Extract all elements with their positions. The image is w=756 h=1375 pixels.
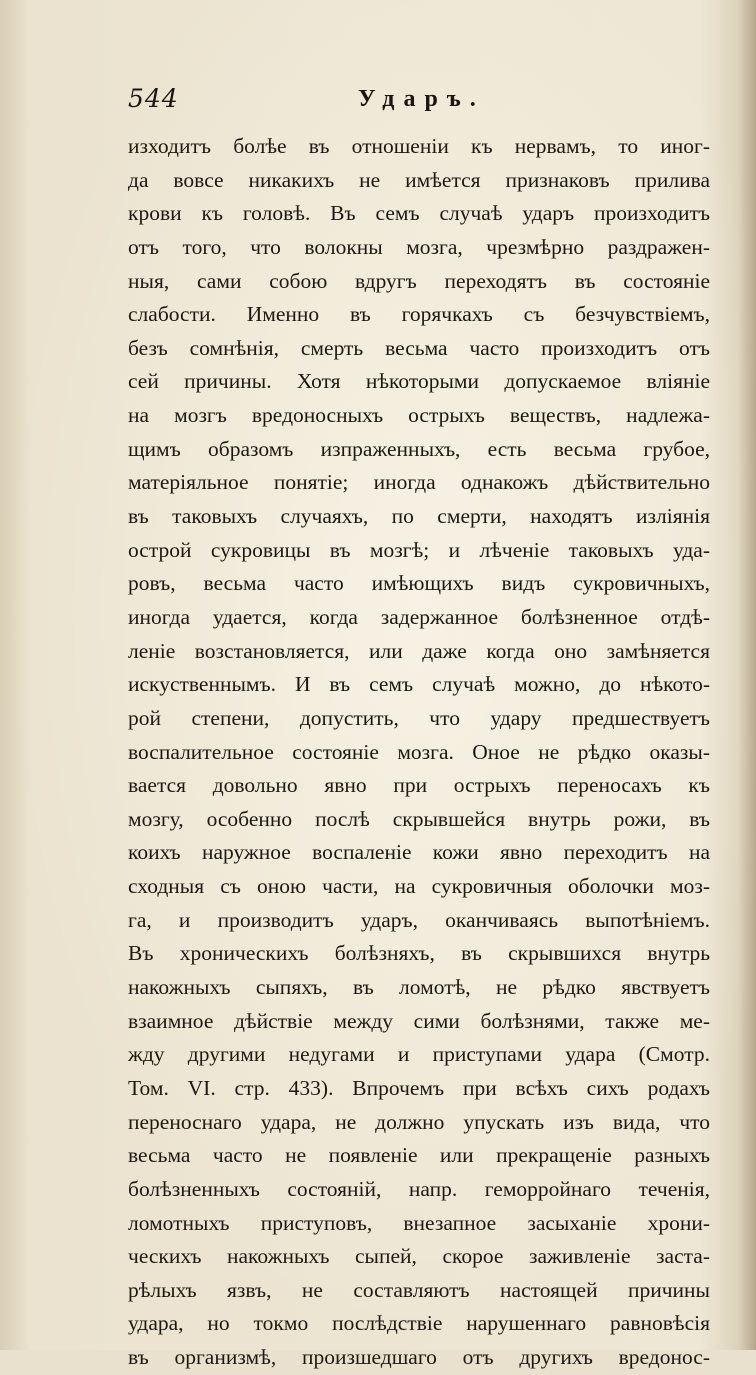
- text-line: въ организмѣ, произшедшаго отъ другихъ вредонос-: [128, 1345, 710, 1370]
- text-line: га, и производитъ ударъ, оканчиваясь выпотѣнiемъ.: [128, 907, 710, 932]
- text-line: Том. VI. стр. 433). Впрочемъ при всѣхъ сихъ родахъ: [128, 1075, 710, 1100]
- text-line: накожныхъ сыпяхъ, въ ломотѣ, не рѣдко явствуетъ: [128, 975, 710, 1000]
- text-line: матерiяльное понятiе; иногда однакожъ дѣйствительно: [128, 470, 710, 495]
- text-line: удара, но токмо послѣдствiе нарушеннаго равновѣсiя: [128, 1311, 710, 1336]
- text-line: весьма часто не появленiе или прекращенiе разныхъ: [128, 1143, 710, 1168]
- running-head: Ударъ.: [358, 86, 485, 112]
- text-line: взаимное дѣйствiе между сими болѣзнями, также ме-: [128, 1008, 710, 1033]
- text-line: въ таковыхъ случаяхъ, по смерти, находятъ излiянiя: [128, 504, 710, 529]
- text-line: изходитъ болѣе въ отношенiи къ нервамъ, то иног-: [128, 134, 710, 158]
- text-line: болѣзненныхъ состоянiй, напр. геморройнаго теченiя,: [128, 1176, 710, 1201]
- text-line: ческихъ накожныхъ сыпей, скорое заживленiе заста-: [128, 1244, 710, 1269]
- text-line: ленiе возстановляется, или даже когда оно замѣняется: [128, 638, 710, 663]
- text-line: щимъ образомъ изпраженныхъ, есть весьма грубое,: [128, 436, 710, 461]
- text-line: ломотныхъ приступовъ, внезапное засыханiе хрони-: [128, 1210, 710, 1235]
- text-line: иногда удается, когда задержанное болѣзненное отдѣ-: [128, 604, 710, 629]
- text-line: рѣлыхъ язвъ, не составляютъ настоящей причины: [128, 1277, 710, 1302]
- text-line: сей причины. Хотя нѣкоторыми допускаемое влiянiе: [128, 369, 710, 394]
- body-text: [128, 130, 710, 1375]
- text-line: жду другими недугами и приступами удара (Смотр.: [128, 1042, 710, 1067]
- text-line: мозгу, особенно послѣ скрывшейся внутрь рожи, въ: [128, 806, 710, 831]
- text-line: ныя, сами собою вдругъ переходятъ въ состоянiе: [128, 268, 710, 293]
- page-edge-shadow: [738, 0, 756, 1350]
- page-number: 544: [128, 84, 179, 113]
- text-line: слабости. Именно въ горячкахъ съ безчувствiемъ,: [128, 302, 710, 327]
- text-line: безъ сомнѣнiя, смерть весьма часто произходитъ отъ: [128, 335, 710, 360]
- text-line: воспалительное состоянiе мозга. Оное не рѣдко оказы-: [128, 739, 710, 764]
- text-line: на мозгъ вредоносныхъ острыхъ веществъ, надлежа-: [128, 403, 710, 428]
- text-line: рой степени, допустить, что удару предшествуетъ: [128, 705, 710, 730]
- text-line: Въ хроническихъ болѣзняхъ, въ скрывшихся внутрь: [128, 941, 710, 966]
- text-line: да вовсе никакихъ не имѣется признаковъ прилива: [128, 167, 710, 192]
- page-header: [128, 84, 710, 124]
- text-line: сходныя съ оною части, на сукровичныя оболочки моз-: [128, 874, 710, 899]
- text-line: искуственнымъ. И въ семъ случаѣ можно, до нѣкото-: [128, 672, 710, 697]
- text-line: ровъ, весьма часто имѣющихъ видъ сукровичныхъ,: [128, 571, 710, 596]
- text-line: вается довольно явно при острыхъ переносахъ къ: [128, 773, 710, 798]
- text-line: острой сукровицы въ мозгѣ; и лѣченiе таковыхъ уда-: [128, 537, 710, 562]
- text-line: отъ того, что волокны мозга, чрезмѣрно раздражен-: [128, 234, 710, 259]
- text-line: крови къ головѣ. Въ семъ случаѣ ударъ произходитъ: [128, 201, 710, 226]
- text-line: коихъ наружное воспаленiе кожи явно переходитъ на: [128, 840, 710, 865]
- text-line: переноснаго удара, не должно упускать изъ вида, что: [128, 1109, 710, 1134]
